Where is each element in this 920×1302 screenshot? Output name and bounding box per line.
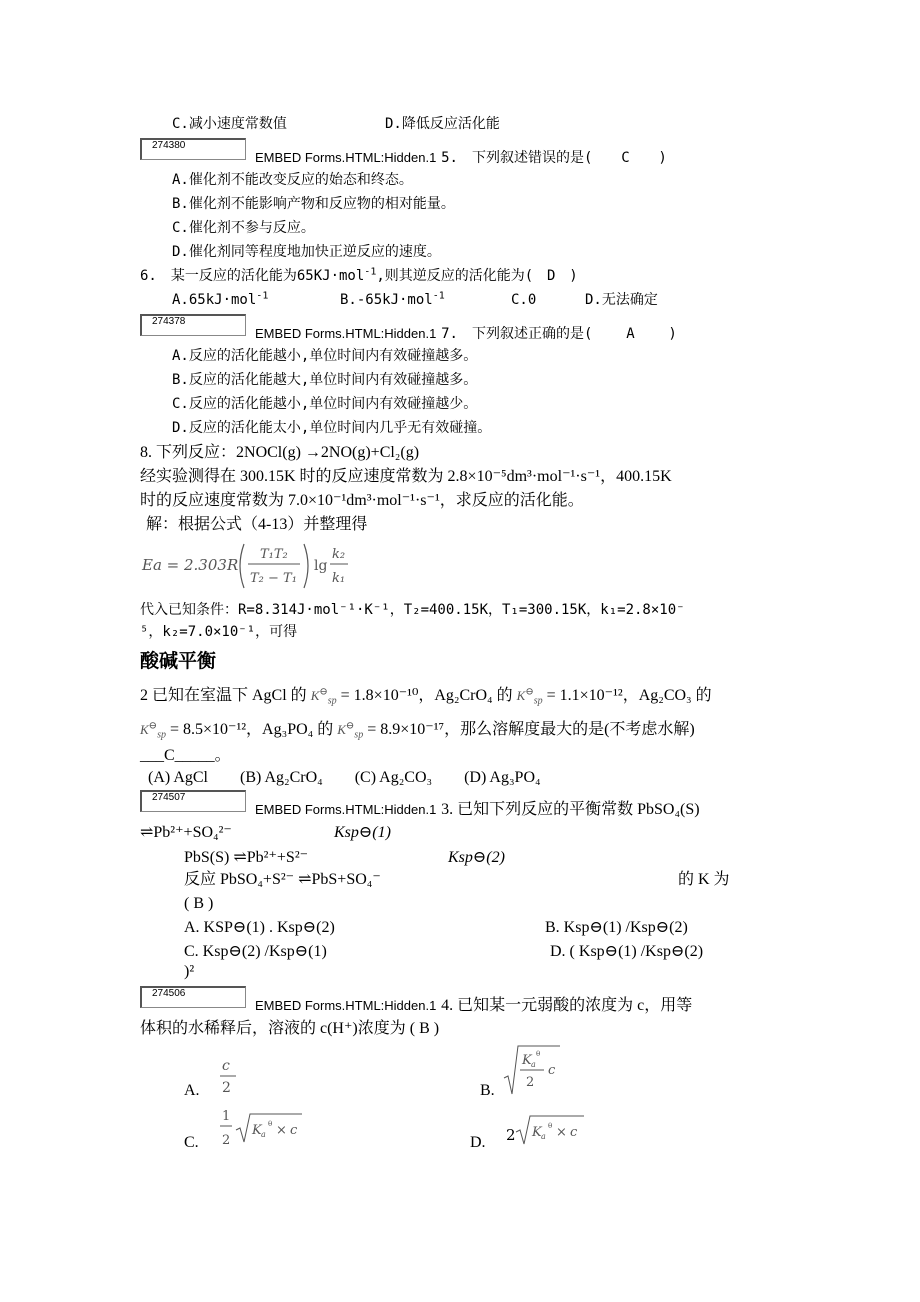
q4-option-b-label: B.: [480, 1082, 495, 1099]
q6-option-a-wrap: [172, 290, 268, 310]
svg-text:θ: θ: [548, 1122, 553, 1130]
svg-text:c: c: [290, 1123, 298, 1138]
q3-reaction-1: ⇌Pb²⁺+SO₄²⁻: [140, 824, 232, 841]
svg-text:T₁T₂: T₁T₂: [260, 547, 288, 562]
q4-line2: 体积的水稀释后，溶液的 c(H⁺)浓度为 ( B ): [140, 1020, 440, 1037]
q4-option-c: C.减小速度常数值: [172, 116, 287, 132]
q7-option-d: D.反应的活化能太小,单位时间内几乎无有效碰撞。: [172, 420, 492, 436]
q8-label: 8. 下列反应：: [140, 444, 237, 461]
q6-sup: -1: [364, 266, 377, 278]
q5-option-d: D.催化剂同等程度地加快正逆反应的速度。: [172, 244, 441, 260]
svg-text:2: 2: [506, 1126, 516, 1144]
section-title: 酸碱平衡: [140, 650, 217, 672]
q5-answer: C: [621, 150, 630, 166]
q3-k-label: 的 K 为: [678, 871, 730, 888]
q3-option-c: C. Ksp⊖(2) /Ksp⊖(1): [184, 943, 327, 960]
q3-option-b: B. Ksp⊖(1) /Ksp⊖(2): [545, 919, 688, 936]
q3-reaction-2: PbS(S) ⇌Pb²⁺+S²⁻: [184, 849, 309, 866]
svg-text:K: K: [522, 1053, 532, 1068]
q5-stem: 5. 下列叙述错误的是(: [441, 150, 593, 166]
q3-option-d-tail: )²: [184, 963, 195, 980]
ksp-symbol: $K^⊖_{sp}$: [310, 686, 337, 707]
svg-text:1: 1: [222, 1109, 231, 1124]
svg-text:2: 2: [222, 1133, 231, 1148]
q4-option-a-label: A.: [184, 1082, 200, 1099]
svg-text:×: ×: [556, 1125, 567, 1140]
svg-text:θ: θ: [536, 1050, 541, 1058]
q8-reaction: 2NOCl(g) →2NO(g)+Cl₂(g): [236, 444, 420, 461]
svg-text:k₁: k₁: [332, 571, 346, 586]
q7-option-b: B.反应的活化能越大,单位时间内有效碰撞越多。: [172, 372, 478, 388]
q8-line1: [140, 443, 419, 463]
svg-text:c: c: [548, 1063, 556, 1078]
hidden-field-box[interactable]: 274506: [140, 986, 246, 1008]
q3-reaction-3: 反应 PbSO₄+S²⁻ ⇌PbS+SO₄⁻: [184, 871, 381, 888]
svg-text:2: 2: [222, 1080, 231, 1096]
svg-text:a: a: [531, 1060, 536, 1069]
q3-line1: [255, 799, 700, 820]
q7-option-c: C.反应的活化能越小,单位时间内有效碰撞越少。: [172, 396, 478, 412]
q6-option-a-sup: -1: [256, 290, 269, 302]
q2-l2a: = 8.5×10⁻¹²，Ag₃PO₄ 的: [169, 721, 334, 738]
q6-stem-tail: ,则其逆反应的活化能为(: [376, 268, 534, 284]
formula-half-sqrt-ka-c: [218, 1104, 308, 1150]
q8-line3: 时的反应速度常数为 7.0×10⁻¹dm³·mol⁻¹·s⁻¹，求反应的活化能。: [140, 492, 584, 509]
q7-option-a: A.反应的活化能越小,单位时间内有效碰撞越多。: [172, 348, 478, 364]
q6-stem: 6. 某一反应的活化能为65KJ·mol: [140, 268, 365, 284]
formula-left: Ea = 2.303R: [142, 556, 239, 574]
q7-close: ): [668, 326, 677, 342]
ksp-symbol: $K^⊖_{sp}$: [337, 720, 364, 741]
q4-option-d: D.降低反应活化能: [385, 116, 500, 132]
q2-l1b: = 1.8×10⁻¹⁰，Ag₂CrO₄ 的: [340, 687, 513, 704]
q4-stem: 4. 已知某一元弱酸的浓度为 c，用等: [441, 997, 693, 1014]
q6-option-b-sup: -1: [432, 290, 445, 302]
q6-stem-line: [140, 266, 578, 286]
hidden-field-box[interactable]: 274380: [140, 138, 246, 160]
q2-line2: [140, 720, 695, 740]
hidden-field-box[interactable]: 274507: [140, 790, 246, 812]
q2-l1c: = 1.1×10⁻¹²，Ag₂CO₃ 的: [546, 687, 712, 704]
q5-close: ): [658, 150, 667, 166]
svg-text:K: K: [532, 1125, 542, 1140]
q2-l2b: = 8.9×10⁻¹⁷，那么溶解度最大的是(不考虑水解): [367, 721, 695, 738]
q7-line: [255, 323, 677, 344]
svg-text:a: a: [261, 1130, 266, 1139]
ksp-symbol: $K^⊖_{sp}$: [516, 686, 543, 707]
embed-label: EMBED Forms.HTML:Hidden.1: [255, 802, 437, 817]
q6-option-d: D.无法确定: [585, 292, 658, 308]
q6-option-a: A.65kJ·mol: [172, 292, 257, 308]
svg-text:2: 2: [526, 1075, 535, 1090]
q8-substitution-1: 代入已知条件：R=8.314J·mol⁻¹·K⁻¹，T₂=400.15K，T₁=300.15K，k₁=2.8×10⁻: [140, 602, 685, 618]
svg-text:c: c: [570, 1125, 578, 1140]
q3-option-a: A. KSP⊖(1) . Ksp⊖(2): [184, 919, 335, 936]
svg-text:θ: θ: [268, 1120, 273, 1128]
q8-substitution-2: ⁵，k₂=7.0×10⁻¹，可得: [140, 624, 298, 640]
q6-option-c: C.0: [511, 292, 537, 308]
hidden-field-box[interactable]: 274378: [140, 314, 246, 336]
svg-text:a: a: [541, 1132, 546, 1141]
q5-option-a: A.催化剂不能改变反应的始态和终态。: [172, 172, 413, 188]
svg-text:×: ×: [276, 1123, 287, 1138]
q2-l1a: 2 已知在室温下 AgCl 的: [140, 687, 307, 704]
q4-line1: [255, 995, 692, 1016]
embed-label: EMBED Forms.HTML:Hidden.1: [255, 150, 437, 165]
activation-energy-formula: [140, 538, 370, 594]
formula-c-over-2: [218, 1054, 248, 1100]
q6-option-b-wrap: [340, 290, 445, 310]
q5-option-c: C.催化剂不参与反应。: [172, 220, 315, 236]
svg-text:lg: lg: [314, 558, 328, 574]
q3-k1: Ksp⊖(1): [334, 824, 391, 841]
q3-stem: 3. 已知下列反应的平衡常数 PbSO₄(S): [441, 801, 700, 818]
q8-solution: 解：根据公式（4-13）并整理得: [146, 516, 368, 533]
q3-k2: Ksp⊖(2): [448, 849, 505, 866]
ksp-symbol: $K^⊖_{sp}$: [140, 720, 166, 741]
q7-stem: 7. 下列叙述正确的是(: [441, 326, 593, 342]
svg-text:T₂ − T₁: T₂ − T₁: [250, 571, 297, 586]
svg-text:c: c: [222, 1058, 230, 1074]
q2-answer-line: ___C_____。: [140, 747, 231, 764]
q6-option-b: B.-65kJ·mol: [340, 292, 433, 308]
q6-answer: D: [546, 268, 556, 284]
q4-option-c-label: C.: [184, 1134, 199, 1151]
svg-text:k₂: k₂: [332, 547, 346, 562]
embed-label: EMBED Forms.HTML:Hidden.1: [255, 326, 437, 341]
q2-options: (A) AgCl (B) Ag₂CrO₄ (C) Ag₂CO₃ (D) Ag₃PO₄: [148, 769, 541, 786]
q3-answer: ( B ): [184, 895, 214, 912]
q2-line1: [140, 686, 712, 706]
q4-option-d-label: D.: [470, 1134, 486, 1151]
formula-sqrt-ka-over-2-c: [502, 1042, 564, 1098]
q5-option-b: B.催化剂不能影响产物和反应物的相对能量。: [172, 196, 455, 212]
formula-2-sqrt-ka-c: [504, 1112, 588, 1148]
q8-line2: 经实验测得在 300.15K 时的反应速度常数为 2.8×10⁻⁵dm³·mol⁻¹·s⁻¹，400.15K: [140, 468, 672, 485]
q3-option-d: D. ( Ksp⊖(1) /Ksp⊖(2): [550, 943, 704, 960]
q7-answer: A: [626, 326, 635, 342]
embed-label: EMBED Forms.HTML:Hidden.1: [255, 998, 437, 1013]
q6-close: ): [569, 268, 578, 284]
q5-line: [255, 147, 667, 168]
svg-text:K: K: [252, 1123, 262, 1138]
